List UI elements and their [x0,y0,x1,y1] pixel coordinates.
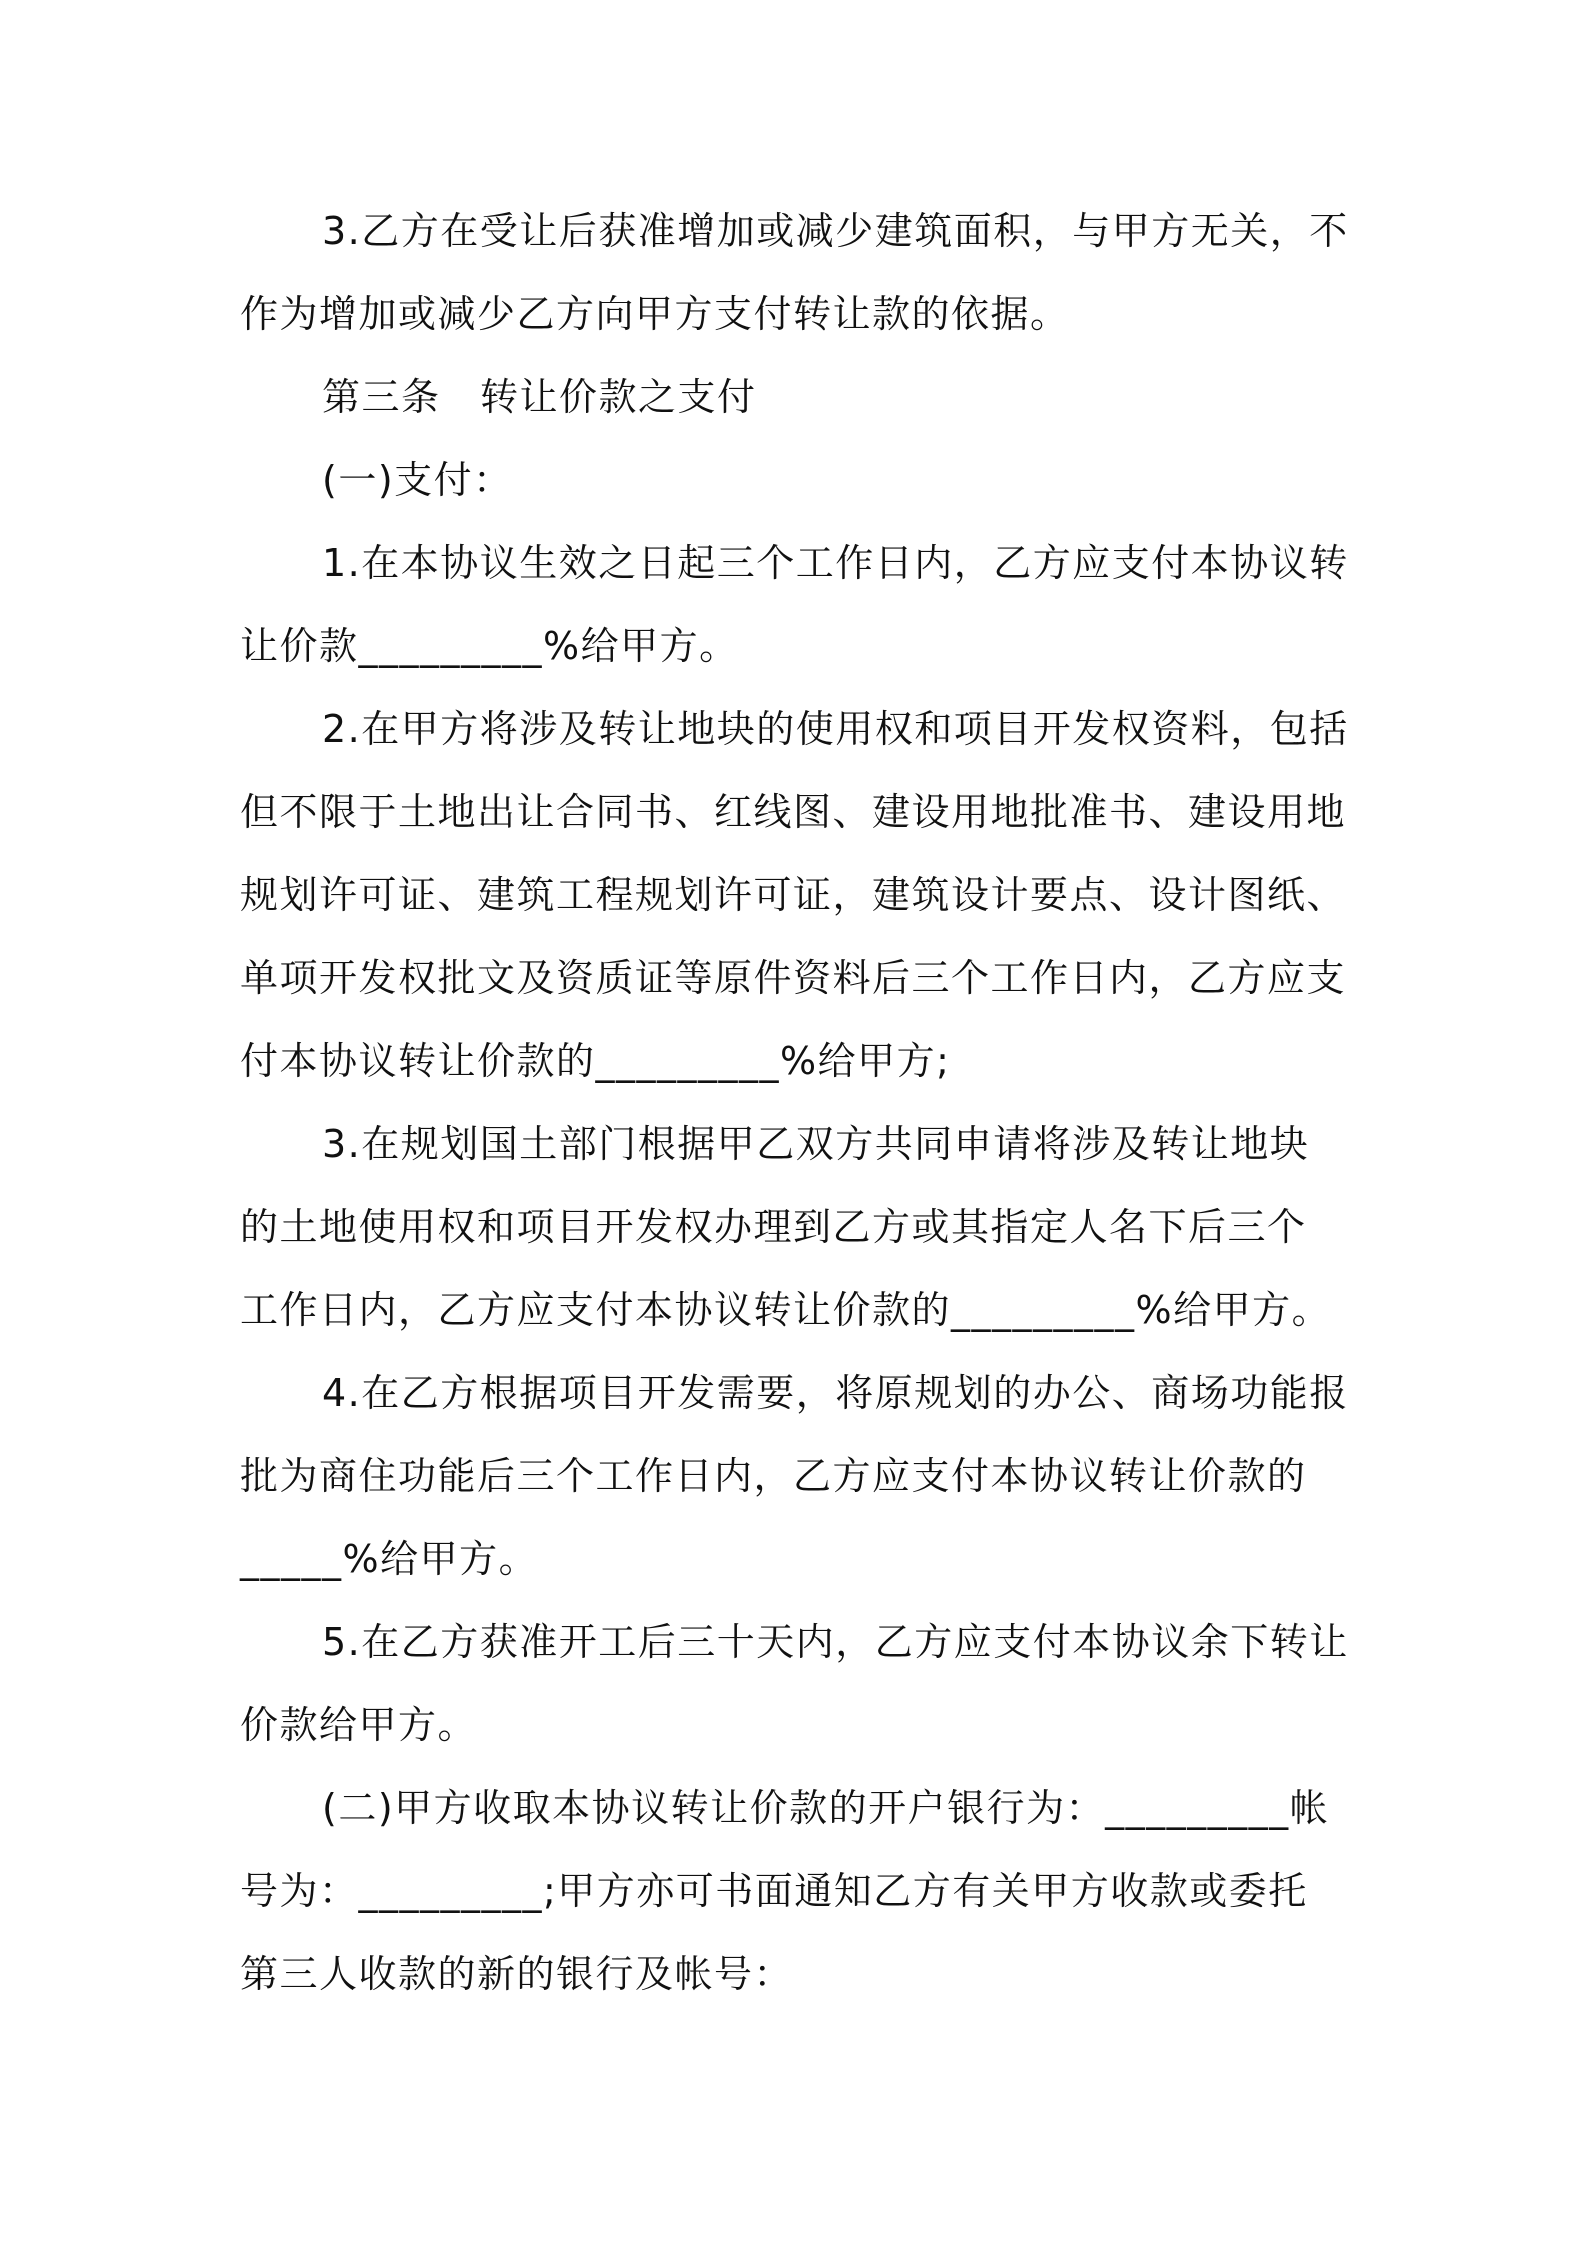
text-line: (一)支付： [322,458,513,502]
text-line: 规划许可证、建筑工程规划许可证，建筑设计要点、设计图纸、 [240,873,1347,917]
text-line: 让价款_________%给甲方。 [240,624,739,668]
text-line: 价款给甲方。 [240,1703,478,1747]
text-line: _____%给甲方。 [240,1537,539,1581]
text-line: 号为：_________;甲方亦可书面通知乙方有关甲方收款或委托 [240,1869,1308,1913]
text-line: 的土地使用权和项目开发权办理到乙方或其指定人名下后三个 [240,1205,1307,1249]
text-line: 4.在乙方根据项目开发需要，将原规划的办公、商场功能报 [322,1371,1349,1415]
text-line: 工作日内，乙方应支付本协议转让价款的_________%给甲方。 [240,1288,1332,1332]
text-line: 第三人收款的新的银行及帐号： [240,1952,794,1996]
text-line: 付本协议转让价款的_________%给甲方; [240,1039,951,1083]
text-line: 2.在甲方将涉及转让地块的使用权和项目开发权资料，包括 [322,707,1349,751]
text-line: 5.在乙方获准开工后三十天内，乙方应支付本协议余下转让 [322,1620,1349,1664]
text-line: 作为增加或减少乙方向甲方支付转让款的依据。 [240,292,1070,336]
text-line: (二)甲方收取本协议转让价款的开户银行为：_________帐 [322,1786,1330,1830]
text-line: 3.乙方在受让后获准增加或减少建筑面积，与甲方无关，不 [322,209,1349,253]
section-heading: 第三条 转让价款之支付 [322,375,757,419]
text-line: 3.在规划国土部门根据甲乙双方共同申请将涉及转让地块 [322,1122,1310,1166]
text-line: 单项开发权批文及资质证等原件资料后三个工作日内，乙方应支 [240,956,1347,1000]
text-line: 1.在本协议生效之日起三个工作日内，乙方应支付本协议转 [322,541,1349,585]
text-line: 批为商住功能后三个工作日内，乙方应支付本协议转让价款的 [240,1454,1307,1498]
text-line: 但不限于土地出让合同书、红线图、建设用地批准书、建设用地 [240,790,1347,834]
